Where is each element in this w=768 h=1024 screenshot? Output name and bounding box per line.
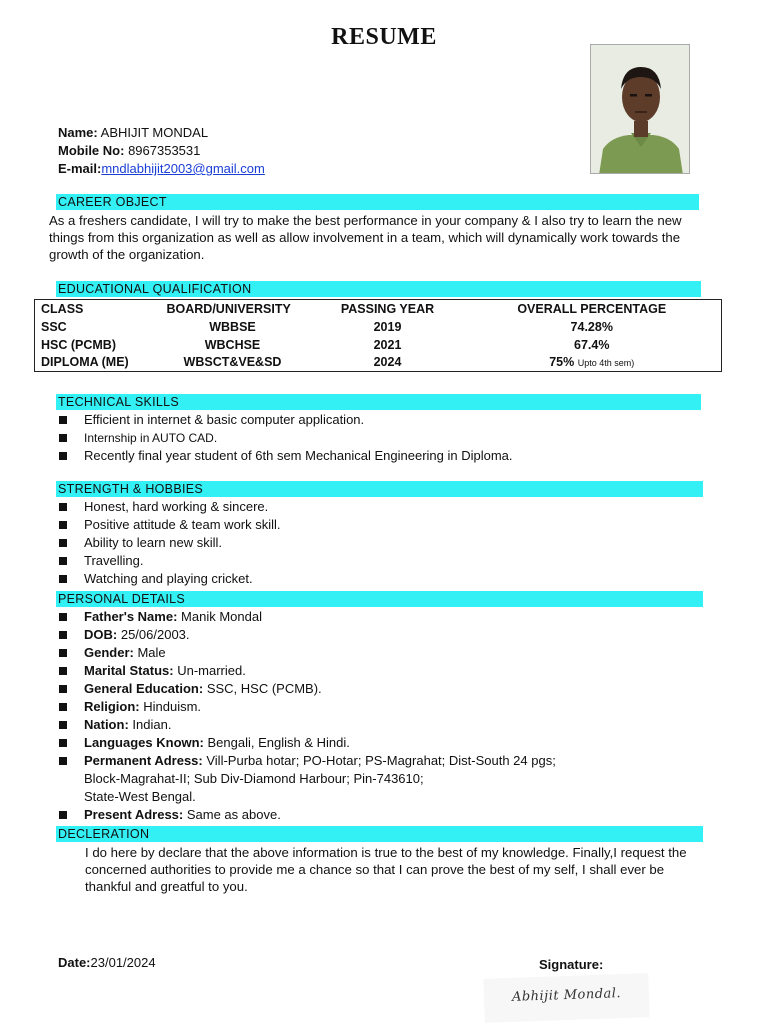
mobile-value: 8967353531 xyxy=(128,143,201,158)
list-item xyxy=(57,516,281,534)
date-block xyxy=(58,955,156,970)
skill-text: Internship in AUTO CAD. xyxy=(84,431,218,445)
declaration-heading: DECLERATION xyxy=(56,826,703,842)
detail-label: Religion: xyxy=(84,699,140,714)
cell-class: DIPLOMA (ME) xyxy=(41,355,129,370)
personal-list xyxy=(57,608,556,824)
cell-board: WBSCT&VE&SD xyxy=(183,355,282,370)
list-item xyxy=(57,552,281,570)
name-row xyxy=(58,124,265,142)
square-bullet-icon xyxy=(59,685,67,693)
skills-list xyxy=(57,411,513,465)
detail-value: Male xyxy=(137,645,166,660)
cell-class: HSC (PCMB) xyxy=(41,337,116,352)
square-bullet-icon xyxy=(59,739,67,747)
education-heading: EDUCATIONAL QUALIFICATION xyxy=(56,281,701,297)
square-bullet-icon xyxy=(59,613,67,621)
percentage-note: Upto 4th sem) xyxy=(577,358,635,369)
col-board-header: BOARD/UNIVERSITY xyxy=(166,301,291,316)
square-bullet-icon xyxy=(59,539,67,547)
cell-year: 2019 xyxy=(373,319,402,334)
square-bullet-icon xyxy=(59,503,67,511)
square-bullet-icon xyxy=(59,649,67,657)
list-item xyxy=(57,716,556,734)
list-item xyxy=(57,752,556,770)
square-bullet-icon xyxy=(59,667,67,675)
cell-percentage: 67.4% xyxy=(574,337,610,352)
list-item xyxy=(57,570,281,588)
address-continuation: State-West Bengal. xyxy=(84,789,196,804)
email-link[interactable]: mndlabhijit2003@gmail.com xyxy=(101,161,265,176)
square-bullet-icon xyxy=(59,811,67,819)
detail-label: Languages Known: xyxy=(84,735,204,750)
list-item xyxy=(57,680,556,698)
detail-label: Gender: xyxy=(84,645,134,660)
contact-block xyxy=(58,124,265,178)
col-class-header: CLASS xyxy=(41,301,84,316)
square-bullet-icon xyxy=(59,631,67,639)
list-item xyxy=(57,806,556,824)
square-bullet-icon xyxy=(59,452,67,460)
square-bullet-icon xyxy=(59,416,67,424)
signature-label: Signature: xyxy=(539,957,604,972)
mobile-label: Mobile No: xyxy=(58,143,125,158)
square-bullet-icon xyxy=(59,434,67,442)
detail-value: 25/06/2003. xyxy=(120,627,190,642)
hobby-text: Honest, hard working & sincere. xyxy=(84,499,269,514)
cell-percentage: 74.28% xyxy=(570,319,613,334)
square-bullet-icon xyxy=(59,521,67,529)
detail-label: Father's Name: xyxy=(84,609,178,624)
table-row xyxy=(35,318,722,336)
list-item xyxy=(57,608,556,626)
detail-value: Vill-Purba hotar; PO-Hotar; PS-Magrahat; Dist-South 24 pgs; xyxy=(206,753,556,768)
detail-value: Un-married. xyxy=(177,663,246,678)
email-label: E-mail: xyxy=(58,161,102,176)
mobile-row xyxy=(58,142,265,160)
list-item xyxy=(57,626,556,644)
cell-board: WBCHSE xyxy=(204,337,261,352)
cell-year: 2021 xyxy=(373,337,402,352)
cell-percentage: 75% xyxy=(549,355,575,370)
skills-heading: TECHNICAL SKILLS xyxy=(56,394,701,410)
cell-board: WBBSE xyxy=(209,319,256,334)
list-item xyxy=(57,644,556,662)
date-label: Date: xyxy=(58,955,91,970)
cell-class: SSC xyxy=(41,319,67,334)
col-percentage-header: OVERALL PERCENTAGE xyxy=(517,301,667,316)
detail-label: Present Adress: xyxy=(84,807,184,822)
address-continuation: Block-Magrahat-II; Sub Div-Diamond Harbour; Pin-743610; xyxy=(84,771,424,786)
resume-title: RESUME xyxy=(331,24,437,50)
education-table xyxy=(34,299,722,372)
cell-percentage-with-note xyxy=(463,354,722,372)
hobbies-list xyxy=(57,498,281,588)
hobby-text: Positive attitude & team work skill. xyxy=(84,517,281,532)
detail-value: Hinduism. xyxy=(143,699,202,714)
square-bullet-icon xyxy=(59,703,67,711)
table-row xyxy=(35,336,722,354)
date-value: 23/01/2024 xyxy=(90,955,156,970)
hobby-text: Watching and playing cricket. xyxy=(84,571,253,586)
detail-value: SSC, HSC (PCMB). xyxy=(206,681,322,696)
name-value: ABHIJIT MONDAL xyxy=(100,125,209,140)
skill-text: Recently final year student of 6th sem Mechanical Engineering in Diploma. xyxy=(84,448,513,463)
table-header-row xyxy=(35,300,722,318)
hobbies-heading: STRENGTH & HOBBIES xyxy=(56,481,703,497)
email-row xyxy=(58,160,265,178)
table-row xyxy=(35,354,722,372)
square-bullet-icon xyxy=(59,757,67,765)
detail-value: Bengali, English & Hindi. xyxy=(207,735,350,750)
detail-value: Indian. xyxy=(132,717,172,732)
list-item xyxy=(57,429,513,447)
detail-label: Marital Status: xyxy=(84,663,174,678)
declaration-text: I do here by declare that the above information is true to the best of my knowledge. Finally,I request the concerned authorities to provide me a chance so that I can prove the best of my self, I shall ever be thankful and greatful to you. xyxy=(85,845,687,894)
hobby-text: Ability to learn new skill. xyxy=(84,535,222,550)
square-bullet-icon xyxy=(59,575,67,583)
career-text: As a freshers candidate, I will try to make the best performance in your company & I also try to learn the new things from this organization as well as allow involvement in a team, which will dynamically work towards the growth of the organization. xyxy=(49,213,682,262)
personal-heading: PERSONAL DETAILS xyxy=(56,591,703,607)
profile-photo xyxy=(590,44,690,174)
list-item xyxy=(57,534,281,552)
signature-text: Abhijit Mondal. xyxy=(511,986,622,1005)
square-bullet-icon xyxy=(59,721,67,729)
list-item xyxy=(57,698,556,716)
list-item xyxy=(57,498,281,516)
cell-year: 2024 xyxy=(373,355,402,370)
skill-text: Efficient in internet & basic computer application. xyxy=(84,412,365,427)
list-item xyxy=(57,734,556,752)
hobby-text: Travelling. xyxy=(84,553,144,568)
detail-label: DOB: xyxy=(84,627,118,642)
name-label: Name: xyxy=(58,125,98,140)
person-photo-icon xyxy=(591,45,690,174)
detail-label: Permanent Adress: xyxy=(84,753,203,768)
square-bullet-icon xyxy=(59,557,67,565)
signature-image xyxy=(483,973,649,1023)
list-item xyxy=(57,411,513,429)
list-item xyxy=(57,447,513,465)
col-year-header: PASSING YEAR xyxy=(340,301,435,316)
detail-label: General Education: xyxy=(84,681,204,696)
list-item xyxy=(57,662,556,680)
detail-value: Same as above. xyxy=(186,807,281,822)
detail-label: Nation: xyxy=(84,717,129,732)
detail-value: Manik Mondal xyxy=(181,609,262,624)
career-heading: CAREER OBJECT xyxy=(56,194,699,210)
